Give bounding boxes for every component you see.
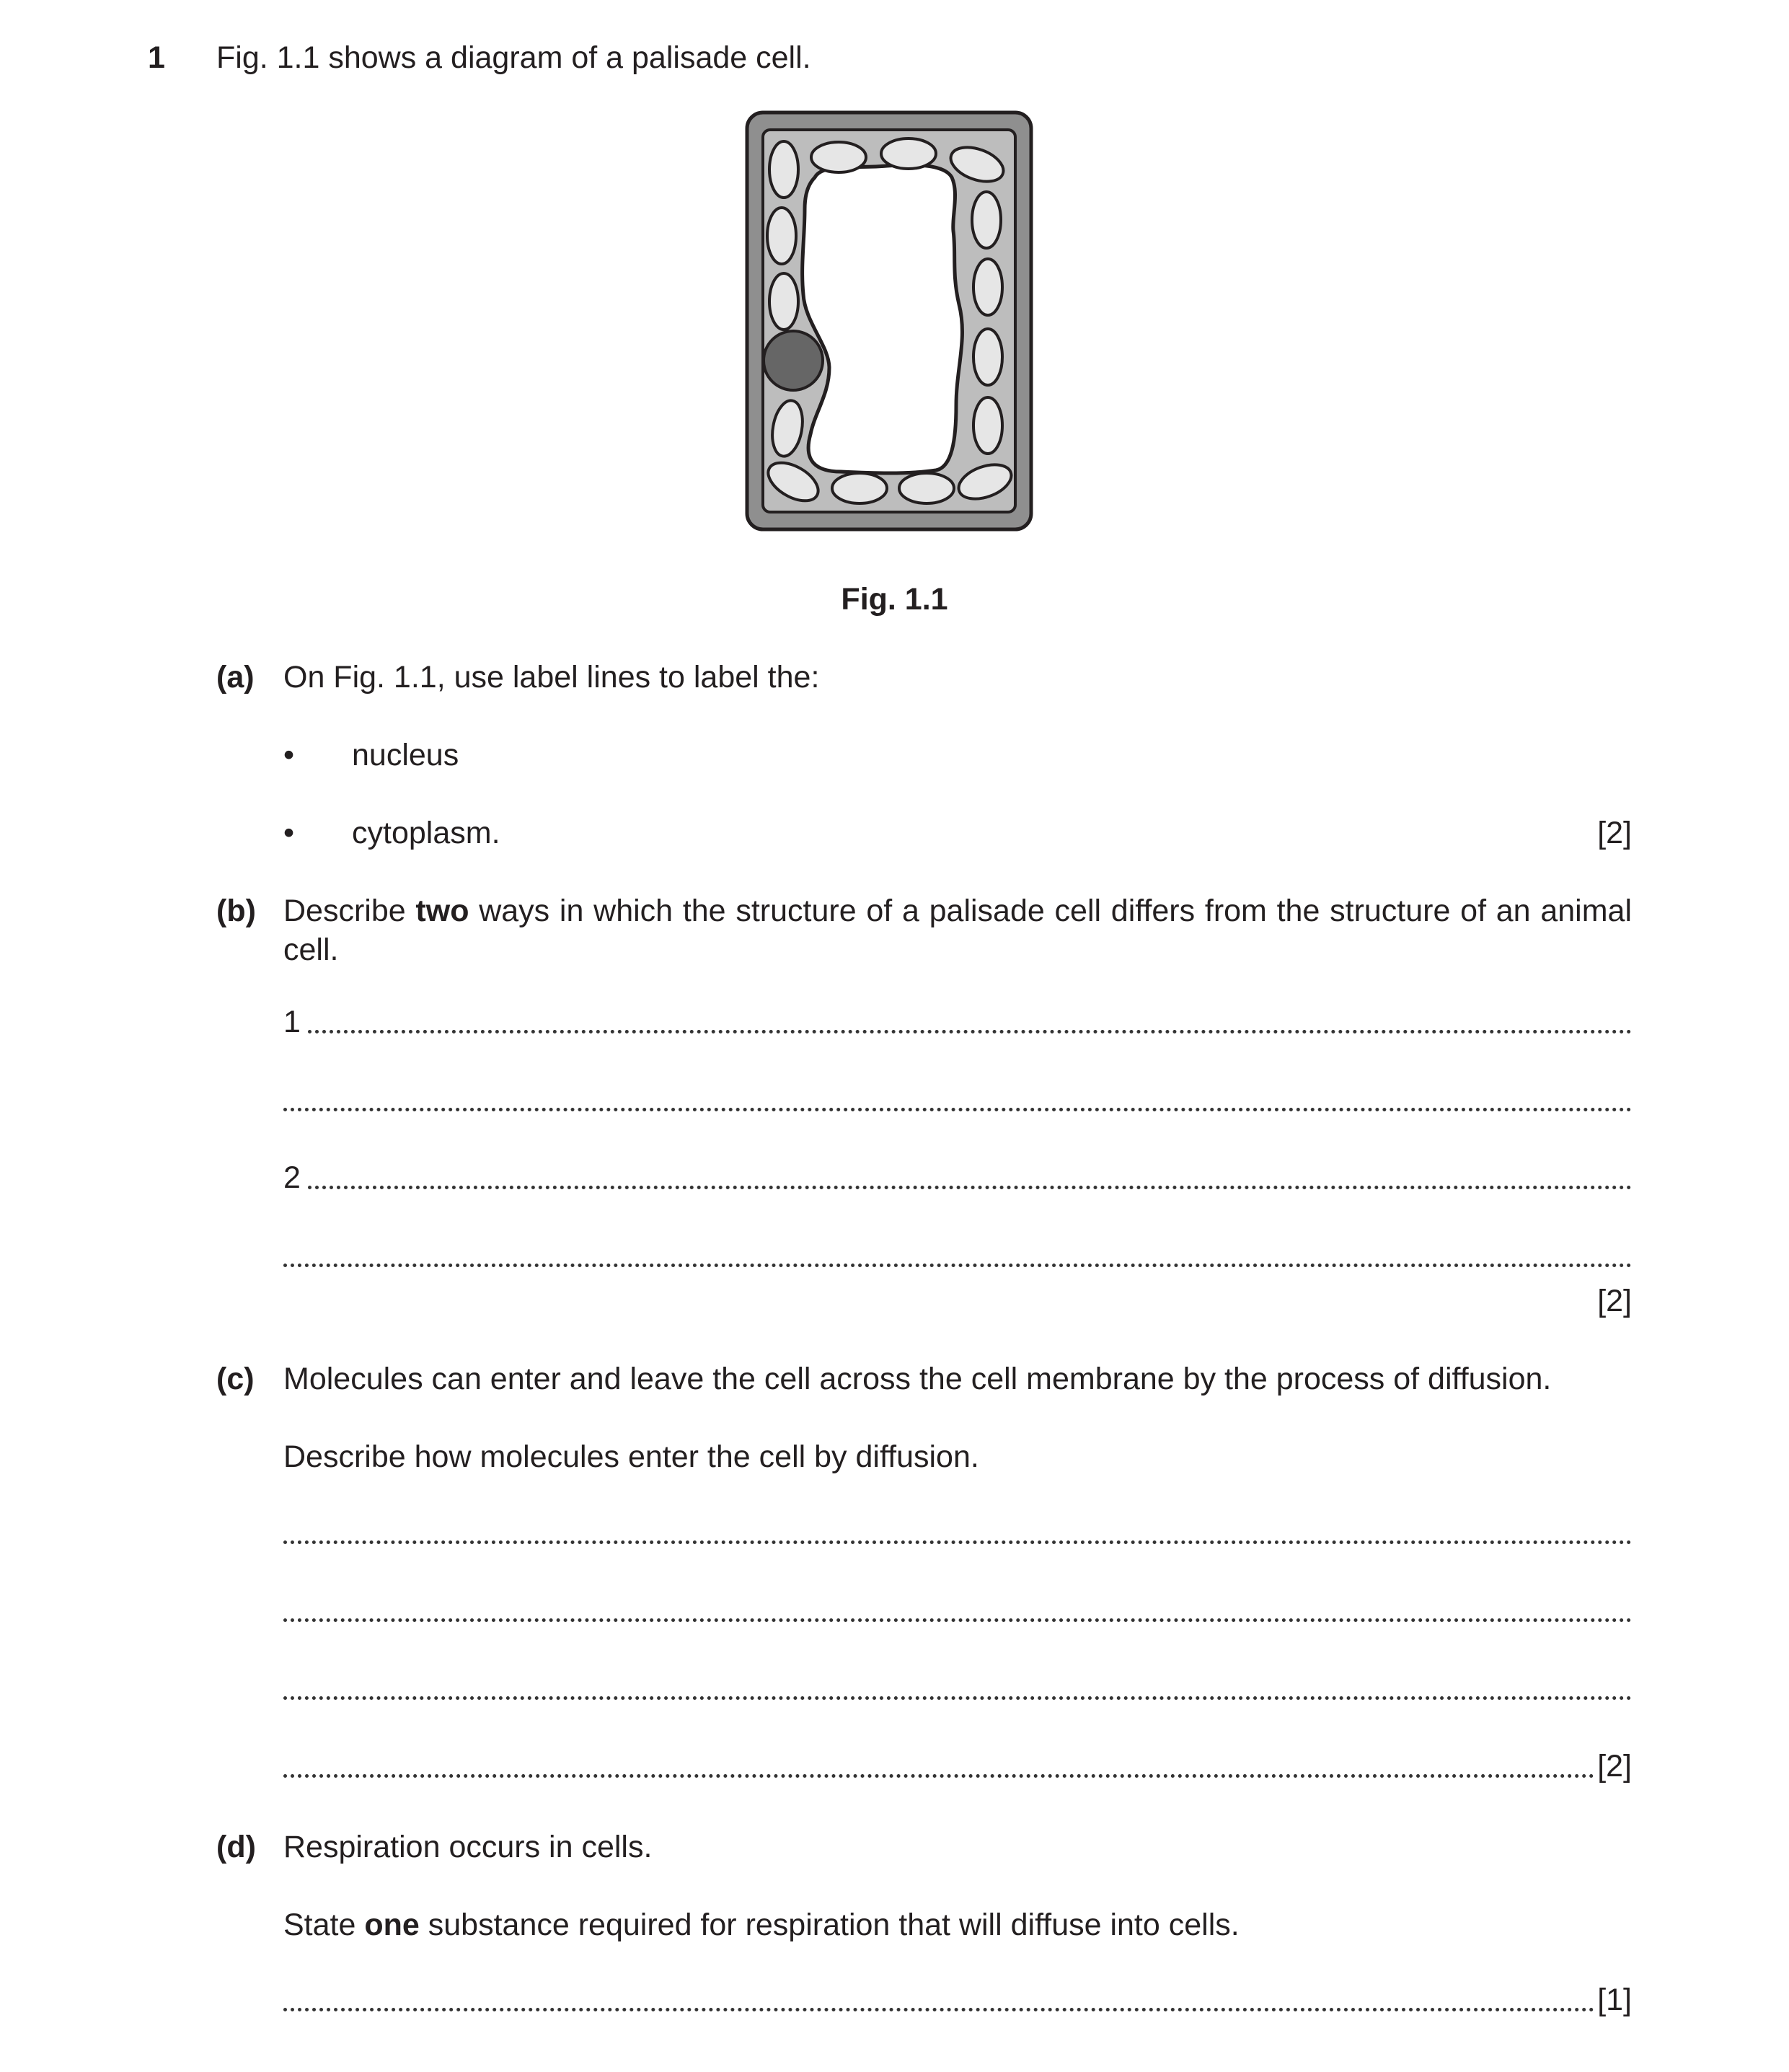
part-b-text-bold: two [415, 894, 469, 928]
answer-line-c3[interactable] [283, 1672, 1632, 1709]
answer-line-b2[interactable] [283, 1162, 1632, 1198]
chloroplast [769, 141, 798, 198]
chloroplast [972, 192, 1001, 248]
part-b-text [283, 892, 1632, 970]
bullet-cytoplasm: cytoplasm. [352, 816, 500, 850]
question-intro: Fig. 1.1 shows a diagram of a palisade cell. [216, 40, 811, 75]
figure-caption: Fig. 1.1 [841, 582, 948, 617]
part-c-prompt: Describe how molecules enter the cell by diffusion. [283, 1440, 979, 1474]
answer-number: 1 [283, 1005, 301, 1040]
question-number: 1 [148, 40, 165, 75]
answer-line-d1[interactable] [283, 1984, 1632, 2020]
chloroplast [899, 473, 954, 503]
chloroplast [973, 329, 1002, 385]
answer-line-b1-continued[interactable] [283, 1084, 1632, 1120]
palisade-cell-diagram [743, 108, 1046, 541]
answer-number: 2 [283, 1160, 301, 1196]
answer-line-c2[interactable] [283, 1595, 1632, 1631]
chloroplast [973, 259, 1002, 315]
part-d-text: Respiration occurs in cells. [283, 1830, 653, 1864]
nucleus [764, 331, 823, 390]
chloroplast [832, 473, 887, 503]
part-b-text-before: Describe [283, 894, 416, 928]
part-d-label: (d) [216, 1830, 256, 1864]
part-c-text: Molecules can enter and leave the cell across the cell membrane by the process of diffusion. [283, 1362, 1552, 1396]
part-c-marks: [2] [1597, 1749, 1632, 1784]
part-a-marks: [2] [1597, 816, 1632, 850]
part-b-label: (b) [216, 894, 256, 928]
part-d-marks: [1] [1597, 1983, 1632, 2018]
answer-line-c1[interactable] [283, 1517, 1632, 1553]
bullet-symbol: • [283, 738, 295, 772]
chloroplast [811, 142, 866, 172]
part-d-prompt [283, 1906, 1632, 1945]
part-c-label: (c) [216, 1362, 255, 1396]
answer-line-b1[interactable] [283, 1006, 1632, 1042]
part-a-label: (a) [216, 660, 255, 695]
chloroplast [767, 208, 796, 264]
part-b-marks: [2] [1597, 1284, 1632, 1318]
vacuole [803, 165, 963, 473]
part-b-text-after: ways in which the structure of a palisade cell differs from the structure of an animal cell. [283, 894, 1632, 967]
answer-line-b2-continued[interactable] [283, 1240, 1632, 1276]
chloroplast [769, 273, 798, 330]
answer-line-c4[interactable] [283, 1750, 1632, 1786]
chloroplast [881, 138, 936, 169]
bullet-nucleus: nucleus [352, 738, 459, 772]
part-a-text: On Fig. 1.1, use label lines to label the: [283, 660, 820, 695]
part-d-prompt-after: substance required for respiration that will diffuse into cells. [419, 1908, 1240, 1942]
chloroplast [973, 397, 1002, 454]
part-d-prompt-bold: one [364, 1908, 420, 1942]
part-d-prompt-before: State [283, 1908, 365, 1942]
bullet-symbol: • [283, 816, 295, 850]
